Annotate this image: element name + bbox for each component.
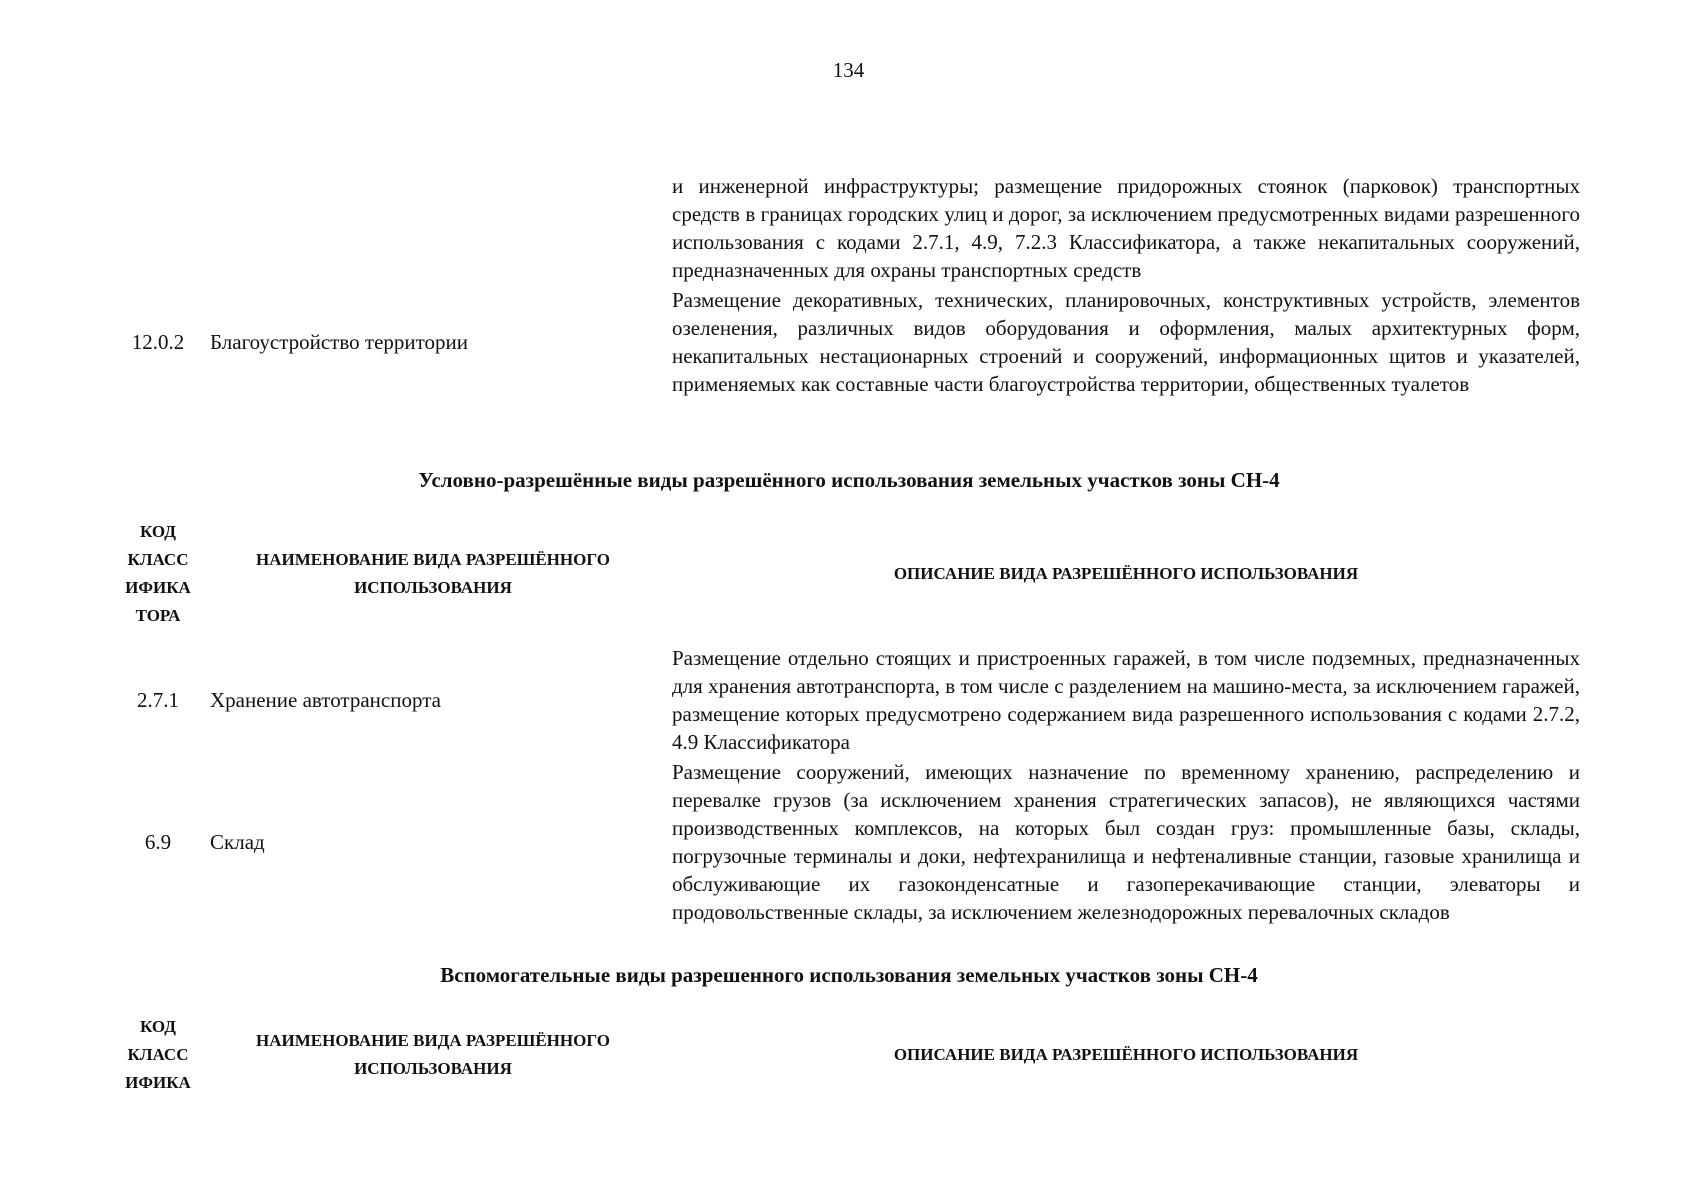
code-cell: 6.9 — [144, 829, 172, 854]
header-code-line: КОД — [140, 1017, 176, 1036]
header-code — [118, 1013, 198, 1097]
section-title-conditional: Условно-разрешённые виды разрешённого использования земельных участков зоны СН-4 — [418, 468, 1280, 492]
continuation-text: и инженерной инфраструктуры; размещение придорожных стоянок (парковок) транспортных средств в границах городских улиц и дорог, за исключением предусмотренных видами разрешенного использования с кодами 2.7.1, 4.9, 7.2.3 Классификатора, а также некапитальных сооружений, предназначенных для охраны транспортных средств — [672, 174, 1580, 282]
header-code-line: КОД — [140, 522, 176, 541]
auxiliary-table — [118, 1013, 1580, 1097]
description-cell — [672, 644, 1580, 756]
top-table — [118, 172, 1580, 398]
description-cell — [672, 758, 1580, 926]
name-cell: Благоустройство территории — [210, 329, 468, 354]
header-name — [198, 546, 668, 602]
header-code-line: ИФИКА — [125, 578, 191, 597]
header-name-line: ИСПОЛЬЗОВАНИЯ — [354, 1059, 512, 1078]
name-cell: Склад — [210, 829, 265, 854]
header-code-line: ТОРА — [135, 606, 181, 625]
header-description: ОПИСАНИЕ ВИДА РАЗРЕШЁННОГО ИСПОЛЬЗОВАНИЯ — [893, 1045, 1359, 1064]
header-code-line: ИФИКА — [125, 1073, 191, 1092]
header-name — [198, 1027, 668, 1083]
header-code-line: КЛАСС — [127, 550, 189, 569]
header-name-line: НАИМЕНОВАНИЕ ВИДА РАЗРЕШЁННОГО — [256, 1031, 610, 1050]
header-description: ОПИСАНИЕ ВИДА РАЗРЕШЁННОГО ИСПОЛЬЗОВАНИЯ — [893, 564, 1359, 583]
conditional-table — [118, 518, 1580, 926]
description-text: Размещение сооружений, имеющих назначение по временному хранению, распределению и перевалке грузов (за исключением хранения стратегических запасов), не являющихся частями производственных комплексов, на которых был создан груз: промышленные базы, склады, погрузочные терминалы и доки, нефтехранилища и нефтеналивные станции, газовые хранилища и обслуживающие их газоконденсатные и газоперекачивающие станции, элеваторы и продовольственные склады, за исключением железнодорожных перевалочных складов — [672, 760, 1580, 924]
code-cell: 2.7.1 — [137, 687, 179, 712]
header-name-line: ИСПОЛЬЗОВАНИЯ — [354, 578, 512, 597]
table-row — [118, 758, 1580, 926]
table-row — [118, 644, 1580, 756]
table-header — [118, 1013, 1580, 1097]
description-cell — [672, 286, 1580, 398]
header-name-line: НАИМЕНОВАНИЕ ВИДА РАЗРЕШЁННОГО — [256, 550, 610, 569]
table-row-continuation — [118, 172, 1580, 284]
code-cell: 12.0.2 — [131, 329, 185, 354]
section-title-auxiliary: Вспомогательные виды разрешенного использования земельных участков зоны СН-4 — [440, 963, 1258, 987]
header-code-line: КЛАСС — [127, 1045, 189, 1064]
description-text: Размещение декоративных, технических, планировочных, конструктивных устройств, элементов озеленения, различных видов оборудования и оформления, малых архитектурных форм, некапитальных нестационарных строений и сооружений, информационных щитов и указателей, применяемых как составные части благоустройства территории, общественных туалетов — [672, 288, 1580, 396]
table-header — [118, 518, 1580, 630]
name-cell: Хранение автотранспорта — [210, 687, 441, 712]
table-row — [118, 286, 1580, 398]
description-cell — [672, 172, 1580, 284]
description-text: Размещение отдельно стоящих и пристроенных гаражей, в том числе подземных, предназначенных для хранения автотранспорта, в том числе с разделением на машино-места, за исключением гаражей, размещение которых предусмотрено содержанием вида разрешенного использования с кодами 2.7.2, 4.9 Классификатора — [672, 646, 1580, 754]
header-code — [118, 518, 198, 630]
page-number: 134 — [832, 58, 865, 82]
